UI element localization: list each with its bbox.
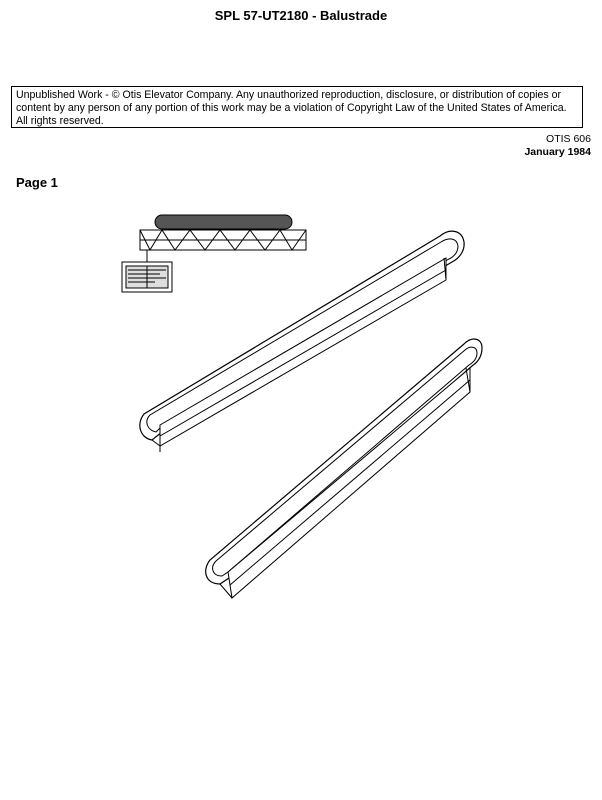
copyright-notice: Unpublished Work - © Otis Elevator Company. Any unauthorized reproduction, disclosure, or distribution of copies or content by any person of any portion of this work may be a violation of Copyright Law of the United States of America. All rights reserved. (11, 86, 583, 128)
escalator-thumbnail-icon (122, 215, 306, 292)
document-title: SPL 57-UT2180 - Balustrade (214, 8, 388, 23)
page-label: Page 1 (16, 175, 58, 190)
document-date: January 1984 (524, 146, 591, 158)
document-code: OTIS 606 (546, 133, 591, 145)
